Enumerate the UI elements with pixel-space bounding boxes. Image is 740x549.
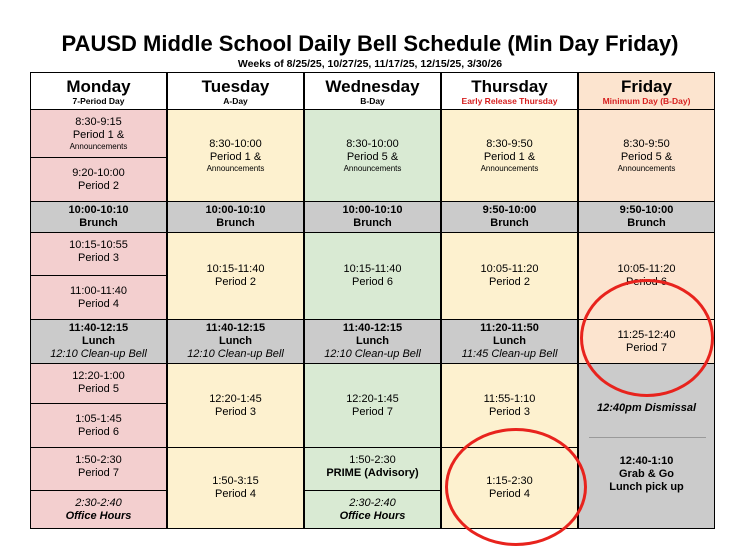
period-name: Period 2 xyxy=(215,276,256,288)
period-name: Brunch xyxy=(490,217,529,229)
period-time: 11:55-1:10 xyxy=(483,392,536,405)
period-name: Period 6 xyxy=(626,276,667,288)
period-name: Period 7 xyxy=(78,467,119,479)
period-time: 8:30-10:00 xyxy=(209,137,262,150)
grab-and-go-note: Lunch pick up xyxy=(609,481,684,493)
period-name: Lunch xyxy=(82,335,115,347)
period-name: Period 5 xyxy=(78,383,119,395)
monday-column xyxy=(30,72,167,529)
highlight-circle-friday-period-7 xyxy=(580,279,714,397)
period-time: 11:40-12:15 xyxy=(68,322,129,334)
period-time: 12:20-1:45 xyxy=(346,392,399,405)
monday-period-4 xyxy=(30,275,167,320)
period-time: 8:30-9:15 xyxy=(75,115,122,128)
period-time: 1:50-2:30 xyxy=(349,454,396,466)
monday-period-5 xyxy=(30,363,167,404)
monday-office-hours xyxy=(30,490,167,529)
period-note: 12:10 Clean-up Bell xyxy=(324,348,421,360)
friday-header xyxy=(578,72,715,110)
period-note: Announcements xyxy=(343,163,402,173)
period-time: 11:40-12:15 xyxy=(342,322,403,334)
period-time: 8:30-10:00 xyxy=(346,137,399,150)
period-name: Brunch xyxy=(216,217,255,229)
tuesday-block-4 xyxy=(167,447,304,529)
period-time: 12:20-1:00 xyxy=(72,370,125,382)
thursday-block-1 xyxy=(441,109,578,202)
period-name: Period 4 xyxy=(215,488,256,500)
period-name: Period 3 xyxy=(78,252,119,264)
wednesday-header xyxy=(304,72,441,110)
period-time: 10:00-10:10 xyxy=(68,204,129,216)
period-name: Brunch xyxy=(79,217,118,229)
period-name: Period 4 xyxy=(489,488,530,500)
monday-lunch xyxy=(30,319,167,364)
grab-and-go-time: 12:40-1:10 xyxy=(619,455,674,467)
period-name: Period 5 & xyxy=(346,150,399,163)
period-name: Lunch xyxy=(356,335,389,347)
monday-period-3 xyxy=(30,232,167,276)
day-type: Minimum Day (B-Day) xyxy=(602,96,691,106)
period-time: 11:20-11:50 xyxy=(480,322,539,334)
period-time: 1:05-1:45 xyxy=(75,412,122,425)
highlight-circle-thursday-period-4 xyxy=(445,428,587,546)
period-time: 1:15-2:30 xyxy=(486,475,533,487)
period-time: 9:50-10:00 xyxy=(482,204,537,216)
period-time: 11:40-12:15 xyxy=(205,322,266,334)
period-name: Period 7 xyxy=(626,341,667,354)
period-time: 8:30-9:50 xyxy=(486,137,533,150)
monday-period-2 xyxy=(30,157,167,202)
monday-period-1 xyxy=(30,109,167,158)
period-name: Period 2 xyxy=(78,179,119,192)
wednesday-office-hours xyxy=(304,490,441,529)
period-name: Period 3 xyxy=(489,405,530,418)
dismissal-text: 12:40pm Dismissal xyxy=(596,402,697,414)
grab-and-go-label: Grab & Go xyxy=(618,468,674,480)
schedule-title: PAUSD Middle School Daily Bell Schedule (Min Day Friday) xyxy=(61,31,679,56)
period-name: Period 3 xyxy=(215,405,256,418)
period-time: 10:05-11:20 xyxy=(617,263,676,275)
day-name: Friday xyxy=(620,77,673,96)
friday-brunch xyxy=(578,201,715,233)
period-note: Announcements xyxy=(480,163,539,173)
period-name: Brunch xyxy=(627,217,666,229)
period-note: Announcements xyxy=(69,141,128,151)
monday-period-7 xyxy=(30,447,167,491)
period-name: Period 1 & xyxy=(209,150,262,163)
wednesday-block-1 xyxy=(304,109,441,202)
period-name: Period 1 & xyxy=(72,128,125,141)
period-name: Lunch xyxy=(493,335,526,347)
thursday-block-2 xyxy=(441,232,578,320)
period-note: 11:45 Clean-up Bell xyxy=(461,348,558,360)
period-time: 10:00-10:10 xyxy=(205,204,266,216)
period-name: Period 2 xyxy=(489,276,530,288)
wednesday-block-2 xyxy=(304,232,441,320)
friday-block-1 xyxy=(578,109,715,202)
wednesday-prime xyxy=(304,447,441,491)
period-note: 12:10 Clean-up Bell xyxy=(187,348,284,360)
period-note: 12:10 Clean-up Bell xyxy=(50,348,147,360)
day-type: B-Day xyxy=(360,96,385,106)
day-name: Wednesday xyxy=(325,77,420,96)
period-time: 2:30-2:40 xyxy=(349,496,396,509)
tuesday-header xyxy=(167,72,304,110)
period-time: 10:15-11:40 xyxy=(206,263,265,275)
divider xyxy=(589,437,706,438)
period-name: Period 6 xyxy=(352,276,393,288)
period-name: Period 4 xyxy=(78,297,119,310)
tuesday-block-2 xyxy=(167,232,304,320)
period-time: 1:50-3:15 xyxy=(212,475,259,487)
wednesday-column xyxy=(304,72,441,529)
thursday-brunch xyxy=(441,201,578,233)
tuesday-block-3 xyxy=(167,363,304,448)
period-name: Office Hours xyxy=(65,509,132,522)
period-name: Lunch xyxy=(219,335,252,347)
period-time: 2:30-2:40 xyxy=(75,496,122,509)
period-name: Office Hours xyxy=(339,509,406,522)
wednesday-lunch xyxy=(304,319,441,364)
wednesday-block-3 xyxy=(304,363,441,448)
period-note: Announcements xyxy=(617,163,676,173)
tuesday-column xyxy=(167,72,304,529)
wednesday-brunch xyxy=(304,201,441,233)
period-time: 9:50-10:00 xyxy=(619,204,674,216)
period-name: PRIME (Advisory) xyxy=(326,467,419,479)
tuesday-block-1 xyxy=(167,109,304,202)
period-note: Announcements xyxy=(206,163,265,173)
period-name: Period 7 xyxy=(352,405,393,418)
period-name: Period 6 xyxy=(78,425,119,438)
period-time: 11:00-11:40 xyxy=(69,284,128,297)
period-time: 1:50-2:30 xyxy=(75,454,122,466)
monday-period-6 xyxy=(30,403,167,448)
thursday-header xyxy=(441,72,578,110)
day-type: A-Day xyxy=(223,96,248,106)
period-time: 10:15-11:40 xyxy=(343,263,402,275)
thursday-lunch xyxy=(441,319,578,364)
period-time: 12:20-1:45 xyxy=(209,392,262,405)
day-name: Tuesday xyxy=(201,77,270,96)
period-name: Brunch xyxy=(353,217,392,229)
day-name: Monday xyxy=(66,77,131,96)
schedule-subtitle: Weeks of 8/25/25, 10/27/25, 11/17/25, 12/15/25, 3/30/26 xyxy=(237,58,503,70)
tuesday-lunch xyxy=(167,319,304,364)
period-name: Period 1 & xyxy=(483,150,536,163)
period-time: 8:30-9:50 xyxy=(623,137,670,150)
period-time: 10:05-11:20 xyxy=(480,263,539,275)
period-time: 9:20-10:00 xyxy=(72,166,125,179)
day-name: Thursday xyxy=(471,77,548,96)
day-type: Early Release Thursday xyxy=(461,96,558,106)
period-time: 11:25-12:40 xyxy=(617,328,676,341)
tuesday-brunch xyxy=(167,201,304,233)
monday-header xyxy=(30,72,167,110)
monday-brunch xyxy=(30,201,167,233)
period-time: 10:15-10:55 xyxy=(69,239,128,251)
period-time: 10:00-10:10 xyxy=(342,204,403,216)
period-name: Period 5 & xyxy=(620,150,673,163)
day-type: 7-Period Day xyxy=(72,96,125,106)
